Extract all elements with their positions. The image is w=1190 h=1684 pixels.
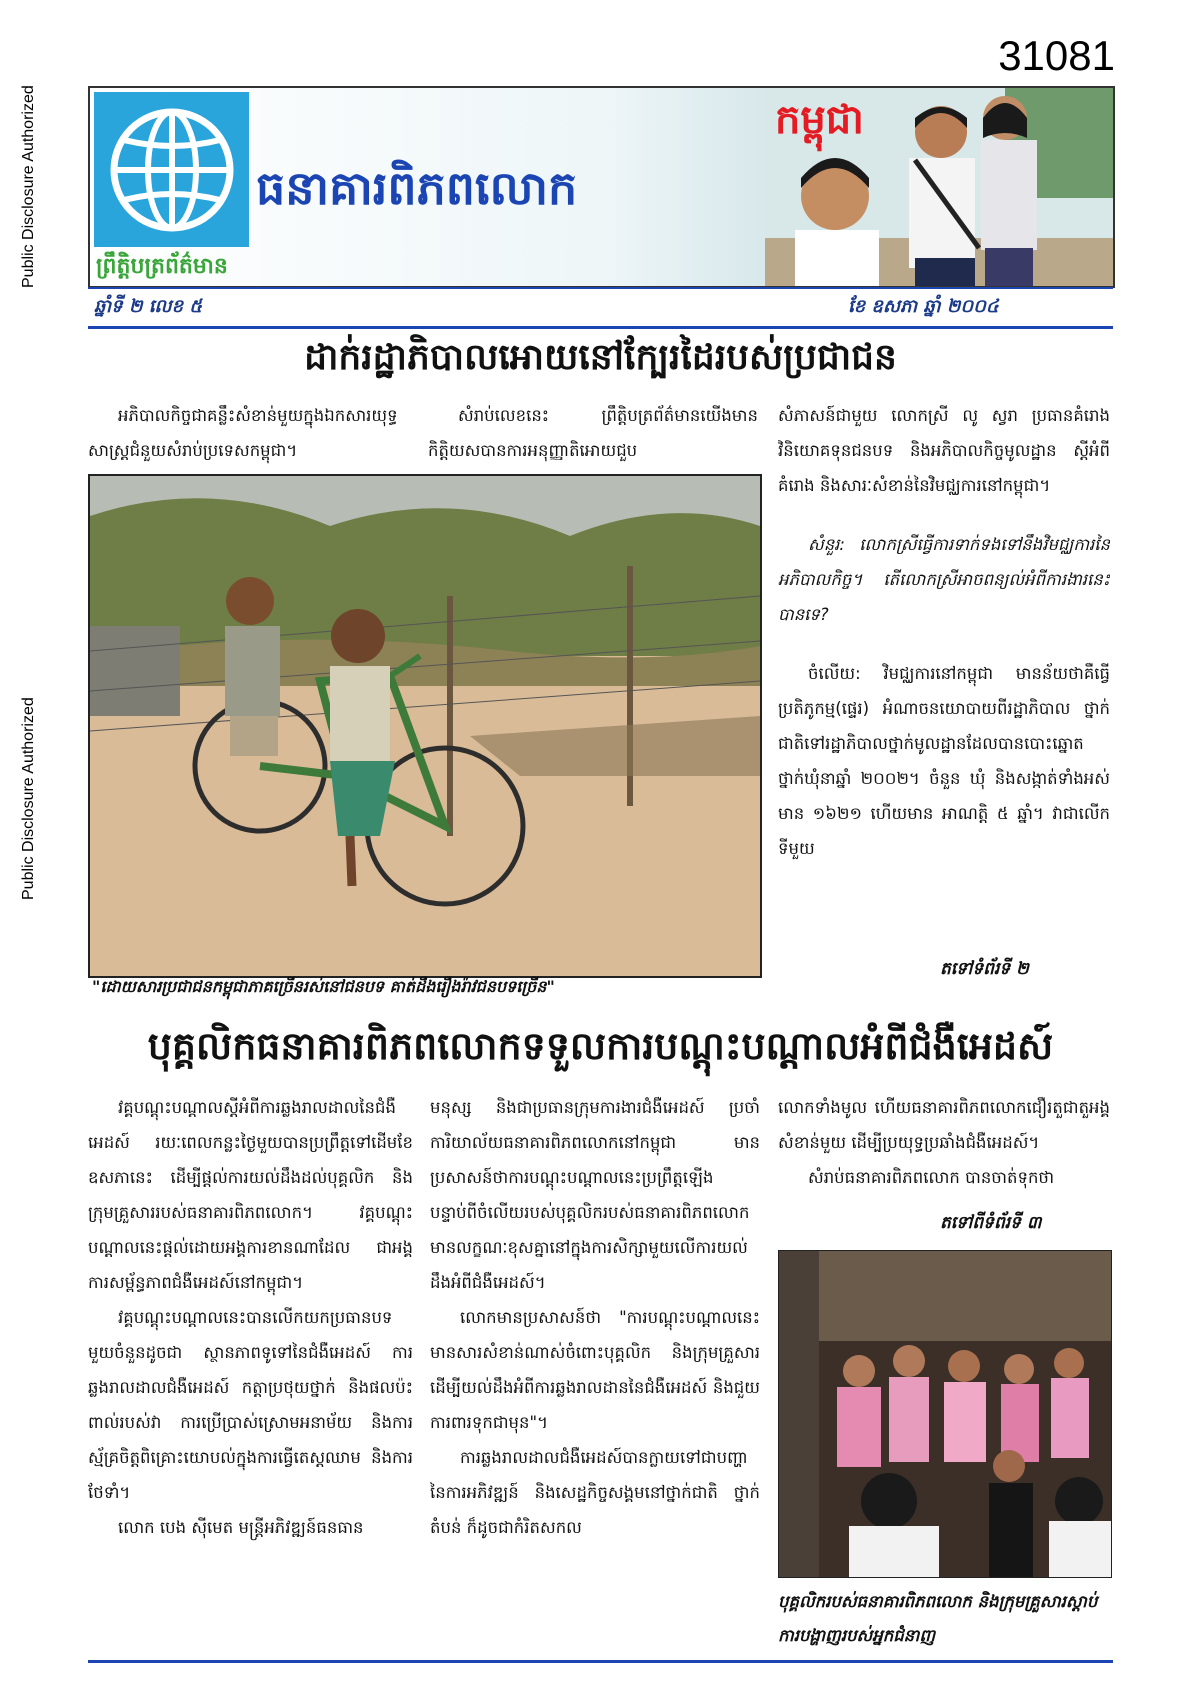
article1-photo-caption: "ដោយសារប្រជាជនកម្ពុជាភាគច្រើនរស់នៅជនបទ គាត់ដឹងរឿងរ៉ាវជនបទច្រើន" (92, 977, 555, 996)
document-number: 31081 (998, 32, 1115, 79)
article1-headline: ដាក់រដ្ឋាភិបាលអោយនៅក្បែរដៃរបស់ប្រជាជន (304, 337, 897, 378)
issue-bar (88, 290, 1113, 324)
world-bank-logo (94, 92, 249, 247)
article1-col2-text: សំរាប់លេខនេះ ព្រឹត្តិបត្រព័ត៌មានយើងមានកិត្តិយសបានការអនុញ្ញាតិអោយជួប (428, 406, 758, 460)
issue-rule (88, 326, 1113, 329)
article1-question: សំនួរ: លោកស្រីធ្វើការទាក់ទងទៅនឹងវិមជ្ឈការនៃអភិបាលកិច្ច។ តើលោកស្រីអាចពន្យល់អំពីការងារនេះបានទេ? (778, 535, 1110, 624)
staff-training-photo (778, 1250, 1112, 1578)
disclosure-label-top: Public Disclosure Authorized (20, 85, 37, 288)
article1-answer: ចំលើយ: វិមជ្ឈការនៅកម្ពុជា មានន័យថាគឺធ្វើប្រតិភូកម្ម(ផ្ទេរ) អំណាចនយោបាយពីរដ្ឋាភិបាល ថ្នាក់ជាតិទៅរដ្ឋាភិបាលថ្នាក់មូលដ្ឋានដែលបានបោះឆ្នោតថ្នាក់ឃុំនាឆ្នាំ ២០០២។ ចំនួន ឃុំ និងសង្កាត់ទាំងអស់មាន ១៦២១ ហើយមាន អាណត្តិ ៥ ឆ្នាំ។ វាជាលើកទីមួយ (778, 664, 1110, 858)
article1-column3 (778, 398, 1110, 948)
footer-rule (88, 1660, 1113, 1663)
article2-continued: តទៅពីទំព័រទី ៣ (940, 1213, 1042, 1233)
article2-col3-para2: សំរាប់ធនាគារពិភពលោក បានចាត់ទុកថា (808, 1168, 1055, 1187)
article2-column1 (88, 1090, 413, 1658)
article1-continued: តទៅទំព័រទី ២ (940, 959, 1029, 979)
article1-col1-text: អភិបាលកិច្ចជាគន្លឹះសំខាន់មួយក្នុងឯកសារយុទ្ធសាស្ត្រជំនួយសំរាប់ប្រទេសកម្ពុជា។ (88, 406, 398, 460)
article2-col2-para3: ការឆ្លងរាលដាលជំងឺអេដស៍បានក្លាយទៅជាបញ្ហានៃការអភិវឌ្ឍន៍ និងសេដ្ឋកិច្ចសង្គមនៅថ្នាក់ជាតិ ថ្នាក់តំបន់ ក៏ដូចជាកំរិតសកល (430, 1448, 760, 1537)
article1-column2 (428, 398, 758, 470)
article2-col1-para3: លោក បេង ស៊ីមេត មន្ត្រីអភិវឌ្ឍន៍ធនធាន (118, 1518, 364, 1537)
masthead-rule (88, 287, 1113, 289)
article2-column2 (430, 1090, 760, 1658)
country-title: កម្ពុជា (775, 97, 864, 143)
article2-col2-para2: លោកមានប្រសាសន៍ថា "ការបណ្តុះបណ្តាលនេះ មានសារសំខាន់ណាស់ចំពោះបុគ្គលិក និងក្រុមគ្រួសារ ដើម្បីយល់ដឹងអំពីការឆ្លងរាលដាននៃជំងឺអេដស៍ និងជួយការពារទុកជាមុន"។ (430, 1308, 760, 1432)
article2-col1-para2: វគ្គបណ្តុះបណ្តាលនេះបានលើកយកប្រធានបទមួយចំនួនដូចជា ស្ថានភាពទូទៅនៃជំងឺអេដស៍ ការឆ្លងរាលដាលជំងឺអេដស៍ កត្តាប្រថុយថ្នាក់ និងផលប៉ះពាល់របស់វា ការប្រើប្រាស់ស្រោមអនាម័យ និងការស្ម័គ្រចិត្តពិគ្រោះយោបល់ក្នុងការធ្វើតេស្តឈាម និងការថែទាំ។ (88, 1308, 413, 1502)
bank-name-title: ធនាគារពិភពលោក (256, 161, 578, 215)
article2-photo-caption: បុគ្គលិករបស់ធនាគារពិភពលោក និងក្រុមគ្រួសារស្តាប់ការបង្ហាញរបស់អ្នកជំនាញ (778, 1592, 1098, 1645)
issue-date: ខែ ឧសភា ឆ្នាំ ២០០៤ (848, 296, 999, 317)
article2-col2-para1: មនុស្ស និងជាប្រធានក្រុមការងារជំងឺអេដស៍ ប្រចាំការិយាល័យធនាគារពិភពលោកនៅកម្ពុជា មានប្រសាសន៍ថាការបណ្តុះបណ្តាលនេះប្រព្រឹត្តឡើងបន្ទាប់ពីចំលើយរបស់បុគ្គលិករបស់ធនាគារពិភពលោក មានលក្ខណៈខុសគ្នានៅក្នុងការសិក្សាមួយលើការយល់ដឹងអំពីជំងឺអេដស៍។ (430, 1098, 760, 1292)
disclosure-label-bottom: Public Disclosure Authorized (20, 697, 37, 900)
newsletter-label: ព្រឹត្តិបត្រព័ត៌មាន (96, 254, 228, 279)
children-bicycle-photo (88, 474, 762, 978)
globe-icon (102, 100, 242, 240)
article1-intro: សំភាសន៍ជាមួយ លោកស្រី លូ ស្វរា ប្រធានគំរោងវិនិយោគទុនជនបទ និងអភិបាលកិច្ចមូលដ្ឋាន ស្តីអំពីគំរោង និងសារៈសំខាន់នៃវិមជ្ឈការនៅកម្ពុជា។ (778, 406, 1110, 495)
article1-column1 (88, 398, 408, 470)
article2-headline: បុគ្គលិកធនាគារពិភពលោកទទួលការបណ្តុះបណ្តាលអំពីជំងឺអេដស៍ (147, 1024, 1054, 1068)
article2-col1-para1: វគ្គបណ្តុះបណ្តាលស្តីអំពីការឆ្លងរាលដាលនៃជំងឺអេដស៍ រយៈពេលកន្លះថ្ងៃមួយបានប្រព្រឹត្តទៅដើមខែឧសភានេះ ដើម្បីផ្តល់ការយល់ដឹងដល់បុគ្គលិក និងក្រុមគ្រួសាររបស់ធនាគារពិភពលោក។ វគ្គបណ្តុះបណ្តាលនេះផ្តល់ដោយអង្គការខានណាដែល ជាអង្គការសម្ព័ន្ធភាពជំងឺអេដស៍នៅកម្ពុជា។ (88, 1098, 413, 1292)
article2-col3-para1: លោកទាំងមូល ហើយធនាគារពិភពលោកជឿរតួជាតួអង្គសំខាន់មួយ ដើម្បីប្រយុទ្ធប្រឆាំងជំងឺអេដស៍។ (778, 1098, 1110, 1152)
issue-volume: ឆ្នាំទី ២ លេខ ៥ (94, 296, 203, 317)
masthead (88, 86, 1115, 288)
